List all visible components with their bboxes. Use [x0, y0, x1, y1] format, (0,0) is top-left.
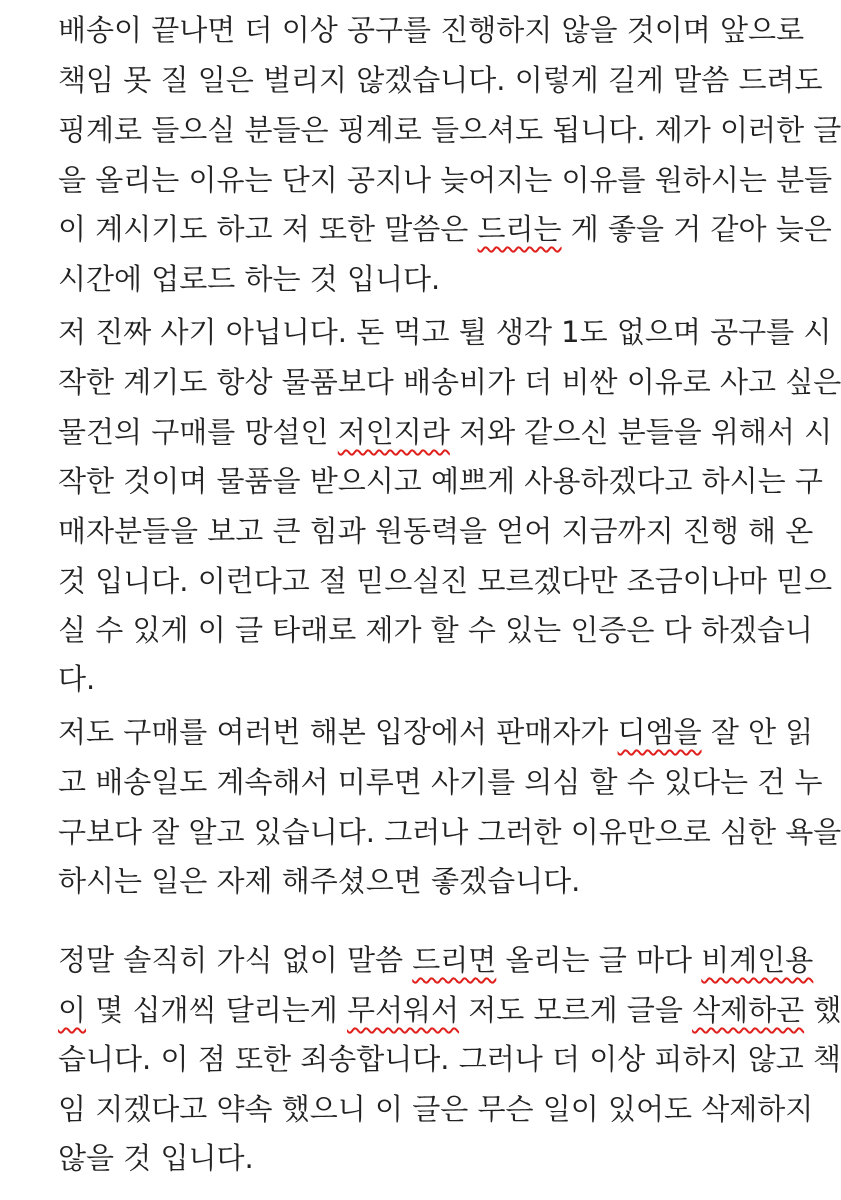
text-segment: 저와 같으신 분들을 위해서 시: [449, 415, 833, 449]
text-segment: 하시는 일은 자제 해주셨으면 좋겠습니다.: [58, 864, 581, 898]
spellcheck-flagged-word: 디엠을: [617, 715, 702, 749]
text-segment: 매자분들을 보고 큰 힘과 원동력을 얻어 지금까지 진행 해 온: [58, 514, 814, 548]
text-line: [58, 412, 832, 452]
text-line: [58, 511, 813, 551]
spellcheck-flagged-word: 드리면: [412, 943, 497, 977]
text-line: [58, 209, 832, 249]
text-segment: 몇 십개씩 달리는게: [86, 993, 348, 1027]
text-line: [58, 1138, 254, 1178]
text-segment: 정말 솔직히 가식 없이 말씀: [58, 943, 413, 977]
text-line: [58, 1039, 841, 1079]
text-segment: 저도 모르게 글을: [459, 993, 693, 1027]
text-segment: 임 지겠다고 약속 했으니 이 글은 무슨 일이 있어도 삭제하지: [58, 1092, 814, 1126]
text-line: [58, 110, 841, 150]
text-segment: 잘 안 읽: [701, 715, 814, 749]
spellcheck-flagged-word: 이: [58, 993, 87, 1027]
spellcheck-flagged-word: 저인지라: [337, 415, 450, 449]
text-line: [58, 561, 832, 601]
spellcheck-flagged-word: 삭제하곤: [692, 993, 805, 1027]
text-segment: 을 올리는 이유는 단지 공지나 늦어지는 이유를 원하시는 분들: [58, 163, 833, 197]
text-line: [58, 990, 841, 1030]
text-line: [58, 762, 823, 802]
text-segment: 시간에 업로드 하는 것 입니다.: [58, 262, 441, 296]
text-line: [58, 259, 440, 299]
spellcheck-flagged-word: 드리는: [477, 212, 562, 246]
text-segment: 고 배송일도 계속해서 미루면 사기를 의심 할 수 있다는 건 누: [58, 765, 823, 799]
text-line: [58, 10, 804, 50]
text-segment: 다.: [58, 662, 96, 696]
text-segment: 실 수 있게 이 글 타래로 제가 할 수 있는 인증은 다 하겠습니: [58, 613, 813, 647]
text-line: [58, 610, 813, 650]
text-segment: 책임 못 질 일은 벌리지 않겠습니다. 이렇게 길게 말씀 드려도: [58, 63, 823, 97]
text-segment: 구보다 잘 알고 있습니다. 그러나 그러한 이유만으로 심한 욕을: [58, 815, 841, 849]
text-segment: 게 좋을 거 같아 늦은: [561, 212, 832, 246]
text-segment: 배송이 끝나면 더 이상 공구를 진행하지 않을 것이며 앞으로: [58, 13, 805, 47]
text-segment: 핑계로 들으실 분들은 핑계로 들으셔도 됩니다. 제가 이러한 글: [58, 113, 841, 147]
text-line: [58, 461, 823, 501]
text-segment: 저 진짜 사기 아닙니다. 돈 먹고 튈 생각 1도 없으며 공구를 시: [58, 315, 832, 349]
text-line: [58, 659, 95, 699]
text-line: [58, 312, 831, 352]
text-segment: 올리는 글 마다: [496, 943, 702, 977]
text-segment: 했: [804, 993, 841, 1027]
text-line: [58, 940, 813, 980]
text-segment: 않을 것 입니다.: [58, 1141, 254, 1175]
text-line: [58, 712, 813, 752]
text-line: [58, 1089, 813, 1129]
text-segment: 이 계시기도 하고 저 또한 말씀은: [58, 212, 478, 246]
spellcheck-flagged-word: 비계인용: [701, 943, 814, 977]
text-line: [58, 60, 823, 100]
text-segment: 물건의 구매를 망설인: [58, 415, 338, 449]
text-segment: 습니다. 이 점 또한 죄송합니다. 그러나 더 이상 피하지 않고 책: [58, 1042, 841, 1076]
text-segment: 작한 것이며 물품을 받으시고 예쁘게 사용하겠다고 하시는 구: [58, 464, 823, 498]
text-line: [58, 861, 580, 901]
text-segment: 것 입니다. 이런다고 절 믿으실진 모르겠다만 조금이나마 믿으: [58, 564, 833, 598]
spellcheck-flagged-word: 무서워서: [347, 993, 460, 1027]
text-line: [58, 160, 832, 200]
text-segment: 저도 구매를 여러번 해본 입장에서 판매자가: [58, 715, 618, 749]
text-line: [58, 362, 841, 402]
text-segment: 작한 계기도 항상 물품보다 배송비가 더 비싼 이유로 사고 싶은: [58, 365, 841, 399]
text-line: [58, 812, 841, 852]
